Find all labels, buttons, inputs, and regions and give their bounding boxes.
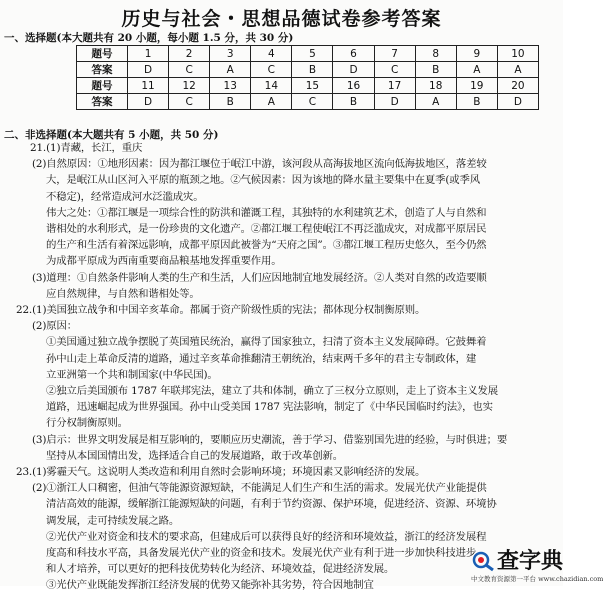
answer-line: ①美国通过独立战争摆脱了英国殖民统治，赢得了国家独立，扫清了资本主义发展障碍。它鼓舞着: [46, 336, 487, 349]
table-cell: A: [497, 62, 538, 78]
table-cell: C: [251, 62, 292, 78]
row-label: 答案: [77, 94, 128, 110]
table-cell: 15: [292, 78, 333, 94]
answer-line: (3)道理：①自然条件影响人类的生产和生活，人们应因地制宜地发展经济。②人类对自然的改造要顺: [32, 271, 487, 284]
table-cell: A: [251, 94, 292, 110]
table-cell: C: [374, 62, 415, 78]
answer-line: 谐相处的水利形式，是一份珍贵的文化遗产。②都江堰工程使岷江不再泛滥成灾，对成都平原居民: [46, 223, 487, 235]
table-row: [77, 46, 539, 62]
answer-line: 道路，迅速崛起成为世界强国。孙中山受美国 1787 宪法影响，制定了《中华民国临时约法》，也实: [46, 401, 493, 414]
table-cell: 10: [497, 46, 538, 62]
answer-line: 不稳定)，经常造成河水泛滥成灾。: [46, 190, 204, 203]
table-cell: 6: [333, 46, 374, 62]
table-cell: 18: [415, 78, 456, 94]
table-cell: D: [333, 62, 374, 78]
table-cell: B: [292, 62, 333, 78]
table-cell: B: [415, 62, 456, 78]
answer-line: (2)原因：: [32, 320, 77, 333]
answer-line: 调发展，走可持续发展之路。: [46, 514, 180, 527]
answer-line: 21.(1)青藏，长江，重庆: [30, 142, 143, 154]
table-cell: 11: [128, 78, 169, 94]
page-title: 历史与社会・思想品德试卷参考答案: [121, 8, 442, 30]
table-cell: D: [128, 62, 169, 78]
table-cell: 1: [128, 46, 169, 62]
answer-line: ②独立后美国颁布 1787 年联邦宪法，建立了共和体制，确立了三权分立原则，走上了资本主义发展: [46, 385, 499, 397]
answer-line: 度高和科技水平高，具备发展光伏产业的资金和技术。发展光伏产业有利于进一步加快科技进步: [46, 547, 477, 559]
section2-heading: 二、非选择题(本大题共有 5 小题，共 50 分): [4, 129, 219, 141]
table-cell: 5: [292, 46, 333, 62]
answer-line: 孙中山走上革命反清的道路，通过辛亥革命推翻清王朝统治，结束两千多年的君主专制政体，建: [46, 352, 477, 365]
answer-line: 大，是岷江从山区河入平原的瓶颈之地。②气候因素：因为该地的降水量主要集中在夏季(或季风: [46, 174, 481, 187]
watermark-logo: [471, 544, 603, 584]
answer-table: [76, 45, 539, 110]
row-label: 题号: [77, 78, 128, 94]
answer-line: (2)自然原因：①地形因素：因为都江堰位于岷江中游，该河段从高海拔地区流向低海拔地区，落差较: [32, 158, 487, 171]
table-cell: 19: [456, 78, 497, 94]
table-cell: 4: [251, 46, 292, 62]
row-label: 题号: [77, 46, 128, 62]
answer-line: ②光伏产业对资金和技术的要求高，但建成后可以获得良好的经济和环境效益，浙江的经济发展程: [46, 530, 487, 543]
answer-line: 行分权制衡原则。: [46, 417, 128, 430]
answer-line: 23.(1)雾霾天气。这说明人类改造和利用自然时会影响环境；环境因素又影响经济的发展。: [16, 466, 426, 478]
table-row: [77, 78, 539, 94]
answer-line: 伟大之处：①都江堰是一项综合性的防洪和灌溉工程，其独特的水利建筑艺术，创造了人与自然和: [46, 206, 487, 219]
answer-line: (2)①浙江人口稠密，但油气等能源资源短缺，不能满足人们生产和生活的需求。发展光伏产业能提供: [32, 482, 487, 495]
table-cell: B: [210, 94, 251, 110]
answer-line: 的生产和生活有着深远影响，成都平原因此被誉为“天府之国”。③都江堰工程历史悠久，至今仍然: [46, 239, 487, 252]
table-cell: 9: [456, 46, 497, 62]
logo-text: 查字典: [497, 549, 564, 574]
magnifier-logo-icon: [471, 550, 497, 572]
answer-line: 清洁高效的能源，缓解浙江能源短缺的问题，有利于节约资源、保护环境，促进经济、资源、环境协: [46, 498, 497, 511]
table-cell: D: [374, 94, 415, 110]
table-row: [77, 94, 539, 110]
table-cell: B: [456, 94, 497, 110]
answer-line: 应自然规律，与自然和谐相处等。: [46, 287, 200, 300]
table-cell: 16: [333, 78, 374, 94]
answer-line: 立亚洲第一个共和制国家(中华民国)。: [46, 368, 218, 381]
table-cell: 14: [251, 78, 292, 94]
answer-line: 坚持从本国国情出发，选择适合自己的发展道路，敢于改革创新。: [46, 449, 343, 462]
answer-line: 和人才培养，可以更好的把科技优势转化为经济、环境效益，促进经济发展。: [46, 563, 395, 576]
table-cell: 12: [169, 78, 210, 94]
table-cell: 17: [374, 78, 415, 94]
table-cell: 20: [497, 78, 538, 94]
table-cell: 3: [210, 46, 251, 62]
table-cell: A: [415, 94, 456, 110]
table-cell: 13: [210, 78, 251, 94]
table-cell: C: [292, 94, 333, 110]
table-cell: D: [128, 94, 169, 110]
table-cell: A: [210, 62, 251, 78]
answer-line: 22.(1)美国独立战争和中国辛亥革命。都属于资产阶级性质的宪法；都体现分权制衡原则。: [16, 304, 426, 316]
table-cell: C: [169, 94, 210, 110]
table-cell: C: [169, 62, 210, 78]
section1-heading: 一、选择题(本大题共有 20 小题，每小题 1.5 分，共 30 分): [4, 32, 294, 44]
answer-line: ③光伏产业既能发挥浙江经济发展的优势又能弥补其劣势，符合因地制宜: [46, 579, 374, 592]
table-cell: A: [456, 62, 497, 78]
logo-subtitle: 中文教育资源第一平台 www.chazidian.com: [471, 575, 603, 583]
table-cell: 8: [415, 46, 456, 62]
answer-line: (3)启示：世界文明发展是相互影响的，要顺应历史潮流，善于学习、借鉴别国先进的经验，与时俱进；要: [32, 433, 508, 446]
table-cell: 2: [169, 46, 210, 62]
table-cell: B: [333, 94, 374, 110]
row-label: 答案: [77, 62, 128, 78]
answer-line: 为成都平原成为西南重要商品粮基地发挥重要作用。: [46, 255, 282, 268]
table-row: [77, 62, 539, 78]
table-cell: D: [497, 94, 538, 110]
table-cell: 7: [374, 46, 415, 62]
